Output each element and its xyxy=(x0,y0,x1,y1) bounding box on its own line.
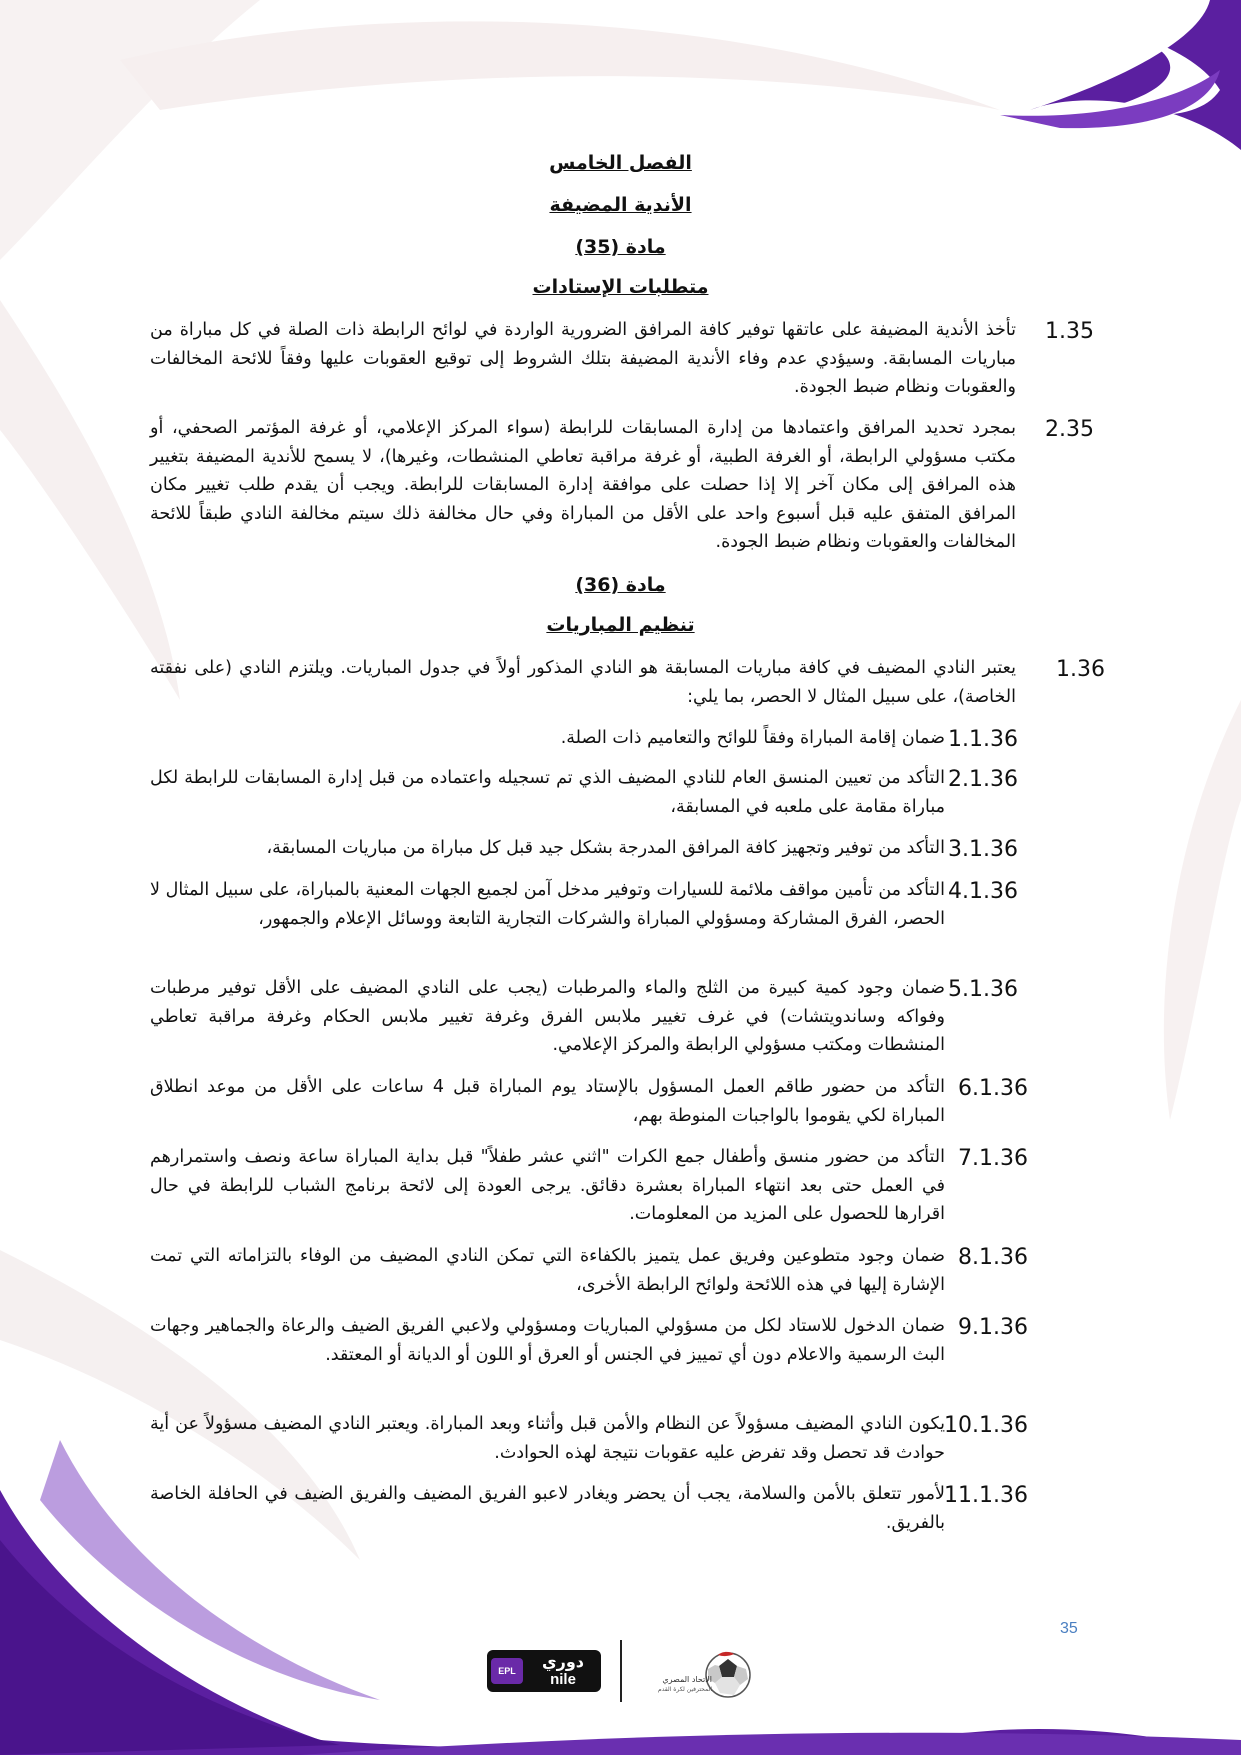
league-logo xyxy=(487,1650,601,1692)
item-number: 9.1.36 xyxy=(958,1315,1028,1340)
clause-text: التأكد من حضور طاقم العمل المسؤول بالإستاد يوم المباراة قبل 4 ساعات على الأقل من موعد انطلاق المباراة لكي يقوموا بالواجبات المنوطة بهم، xyxy=(150,1077,946,1126)
clause-text: التأكد من تأمين مواقف ملائمة للسيارات وتوفير مدخل آمن لجميع الجهات المعنية بالمباراة، على سبيل المثال لا الحصر، الفرق المشاركة ومسؤولي المباراة والشركات التجارية التابعة ووسائل الإعلام والجمهور، xyxy=(150,880,945,929)
efa-logo-subtitle: المحترفين لكرة القدم xyxy=(657,1686,712,1693)
item-number: 2.1.36 xyxy=(948,767,1018,792)
epl-badge: EPL xyxy=(491,1658,523,1684)
item-number: 1.35 xyxy=(1045,319,1094,344)
item-number: 11.1.36 xyxy=(944,1483,1028,1508)
football-icon xyxy=(636,1645,756,1703)
article-36-heading: مادة (36) xyxy=(575,574,666,596)
article-36-title: تنظيم المباريات xyxy=(546,614,695,636)
clause-text: ضمان إقامة المباراة وفقاً للوائح والتعاميم ذات الصلة. xyxy=(560,728,945,748)
clause-text: تأخذ الأندية المضيفة على عاتقها توفير كافة المرافق الضرورية الواردة في لوائح الرابطة ذات الصلة في كل مباراة من مباريات المسابقة. وسيؤدي عدم وفاء الأندية المضيفة بتلك الشروط إلى توقيع العقوبات عليها وفقاً للائحة المخالفات والعقوبات ونظام ضبط الجودة. xyxy=(150,320,1016,397)
clause-text: لأمور تتعلق بالأمن والسلامة، يجب أن يحضر ويغادر لاعبو الفريق المضيف والفريق الضيف في الحافلة الخاصة بالفريق. xyxy=(150,1484,945,1533)
efa-logo xyxy=(636,1645,756,1703)
item-number: 4.1.36 xyxy=(948,879,1018,904)
clause-text: ضمان وجود متطوعين وفريق عمل يتميز بالكفاءة التي تمكن النادي المضيف من الوفاء بالتزاماته التي تمت الإشارة إليها في هذه اللائحة ولوائح الرابطة الأخرى، xyxy=(150,1246,945,1295)
item-number: 6.1.36 xyxy=(958,1076,1028,1101)
clause-text: التأكد من توفير وتجهيز كافة المرافق المدرجة بشكل جيد قبل كل مباراة من مباريات المسابقة، xyxy=(266,838,945,858)
item-number: 2.35 xyxy=(1045,417,1094,442)
article-35-heading: مادة (35) xyxy=(575,236,666,258)
article-35-title: متطلبات الإستادات xyxy=(532,276,709,298)
item-number: 1.36 xyxy=(1056,657,1105,682)
footer-divider xyxy=(620,1640,622,1702)
item-number: 10.1.36 xyxy=(944,1413,1028,1438)
clause-text: بمجرد تحديد المرافق واعتمادها من إدارة المسابقات للرابطة (سواء المركز الإعلامي، أو غرفة المؤتمر الصحفي، أو مكتب مسؤولي الرابطة، أو الغرفة الطبية، أو غرفة مراقبة تعاطي المنشطات، وغيرها)، لا يسمح للأندية المضيفة بتغيير هذه المرافق إلى مكان آخر إلا إذا حصلت على موافقة إدارة المسابقات للرابطة. ويجب أن يقدم طلب تغيير مكان المرافق المتفق عليه قبل أسبوع واحد على الأقل من المباراة وفي حال مخالفة ذلك سيتم مخالفة النادي طبقاً للائحة المخالفات والعقوبات ونظام ضبط الجودة. xyxy=(150,418,1016,552)
item-number: 8.1.36 xyxy=(958,1245,1028,1270)
clause-text: يكون النادي المضيف مسؤولاً عن النظام والأمن قبل وأثناء وبعد المباراة. ويعتبر النادي المضيف مسؤولاً عن أية حوادث قد تحصل وقد تفرض عليه عقوبات نتيجة لهذه الحوادث. xyxy=(150,1414,945,1463)
item-number: 1.1.36 xyxy=(948,727,1018,752)
clause-text: التأكد من حضور منسق وأطفال جمع الكرات "اثني عشر طفلاً" قبل بداية المباراة ساعة ونصف واستمرارهم في العمل حتى بعد انتهاء المباراة بعشرة دقائق. يرجى العودة إلى لائحة برنامج الشباب للرابطة في حال اقرارها للحصول على المزيد من المعلومات. xyxy=(150,1147,945,1224)
clause-text: ضمان الدخول للاستاد لكل من مسؤولي المباريات ومسؤولي ولاعبي الفريق الضيف والرعاة والجماهير وجهات البث الرسمية والاعلام دون أي تمييز في الجنس أو العرق أو اللون أو الديانة أو المعتقد. xyxy=(150,1316,945,1365)
chapter-heading: الفصل الخامس xyxy=(549,152,692,174)
clause-text: التأكد من تعيين المنسق العام للنادي المضيف الذي تم تسجيله واعتماده من قبل إدارة المسابقات للرابطة لكل مباراة مقامة على ملعبه في المسابقة، xyxy=(150,768,945,817)
clause-text: يعتبر النادي المضيف في كافة مباريات المسابقة هو النادي المذكور أولاً في جدول المباريات. ويلتزم النادي (على نفقته الخاصة)، على سبيل المثال لا الحصر، بما يلي: xyxy=(150,658,1016,707)
league-logo-arabic: دوري xyxy=(541,1652,585,1671)
clause-text: ضمان وجود كمية كبيرة من الثلج والماء والمرطبات (يجب على النادي المضيف على الأقل توفير مرطبات وفواكه وساندويتشات) في غرف تغيير ملابس الفرق وغرفة تغيير ملابس الحكام وغرفة مراقبة تعاطي المنشطات ومكتب مسؤولي الرابطة والمركز الإعلامي. xyxy=(150,978,945,1055)
page-number: 35 xyxy=(1060,1620,1078,1637)
item-number: 7.1.36 xyxy=(958,1146,1028,1171)
league-logo-latin: nile xyxy=(550,1671,576,1688)
item-number: 3.1.36 xyxy=(948,837,1018,862)
item-number: 5.1.36 xyxy=(948,977,1018,1002)
efa-logo-name: الاتحاد المصري xyxy=(662,1675,712,1684)
section-heading: الأندية المضيفة xyxy=(549,194,692,216)
